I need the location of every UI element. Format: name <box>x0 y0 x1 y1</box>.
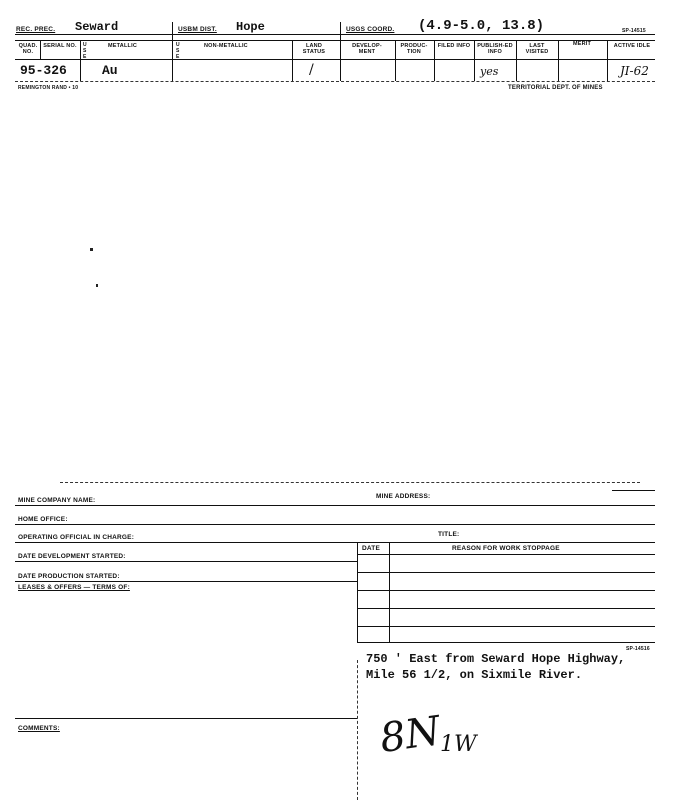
col-production: PRODUC-TION <box>400 43 428 55</box>
scan-speck <box>96 284 98 287</box>
col-metallic: METALLIC <box>108 43 137 49</box>
col-filed-info: FILED INFO <box>437 43 471 49</box>
home-office-label: HOME OFFICE: <box>18 516 68 523</box>
col-serial-no: SERIAL NO. <box>43 43 77 49</box>
col-land-status: LAND STATUS <box>302 43 326 55</box>
form-code: SP-14515 <box>622 28 646 34</box>
record-published-info: yes <box>480 65 499 78</box>
title-label: TITLE: <box>438 531 460 538</box>
rec-prec-label: REC. PREC. <box>16 26 56 33</box>
date-development-label: DATE DEVELOPMENT STARTED: <box>18 553 126 560</box>
usbm-dist-label: USBM DIST. <box>178 26 217 33</box>
record-land-status: / <box>309 62 314 78</box>
usgs-coord-label: USGS COORD. <box>346 26 395 33</box>
col-non-metallic: NON-METALLIC <box>204 43 248 49</box>
mine-address-label: MINE ADDRESS: <box>376 493 431 500</box>
record-quad-serial: 95-326 <box>20 63 67 78</box>
usbm-dist-value: Hope <box>236 20 265 34</box>
handwritten-1w: 1W <box>440 732 477 757</box>
footer-right: TERRITORIAL DEPT. OF MINES <box>508 85 603 91</box>
col-published-info: PUBLISH-ED INFO <box>477 43 513 55</box>
col-active-idle: ACTIVE IDLE <box>613 43 651 49</box>
reason-header: REASON FOR WORK STOPPAGE <box>452 545 560 552</box>
handwritten-8n: 8N <box>377 708 444 762</box>
col-use-right: U S E <box>176 42 180 60</box>
comments-label: COMMENTS: <box>18 725 60 732</box>
scan-speck <box>90 248 93 251</box>
footer-left: REMINGTON RAND • 10 <box>18 85 79 91</box>
col-last-visited: LAST VISITED <box>525 43 549 55</box>
rec-prec-value: Seward <box>75 20 119 34</box>
form-code-2: SP-14516 <box>626 646 650 652</box>
date-production-label: DATE PRODUCTION STARTED: <box>18 573 120 580</box>
col-use-left: U S E <box>83 42 87 60</box>
usgs-coord-value: (4.9-5.0, 13.8) <box>418 18 545 34</box>
date-header: DATE <box>362 545 381 552</box>
location-line-1: 750 ' East from Seward Hope Highway, <box>366 652 626 666</box>
record-active-idle: JI-62 <box>620 64 649 78</box>
col-development: DEVELOP-MENT <box>352 43 382 55</box>
location-line-2: Mile 56 1/2, on Sixmile River. <box>366 668 583 682</box>
col-quad-no: QUAD. NO. <box>18 43 38 55</box>
leases-label: LEASES & OFFERS — TERMS OF: <box>18 584 130 591</box>
record-metallic: Au <box>102 63 118 78</box>
operating-official-label: OPERATING OFFICIAL IN CHARGE: <box>18 534 135 541</box>
mine-company-name-label: MINE COMPANY NAME: <box>18 497 96 504</box>
col-merit: MERIT <box>572 41 592 47</box>
